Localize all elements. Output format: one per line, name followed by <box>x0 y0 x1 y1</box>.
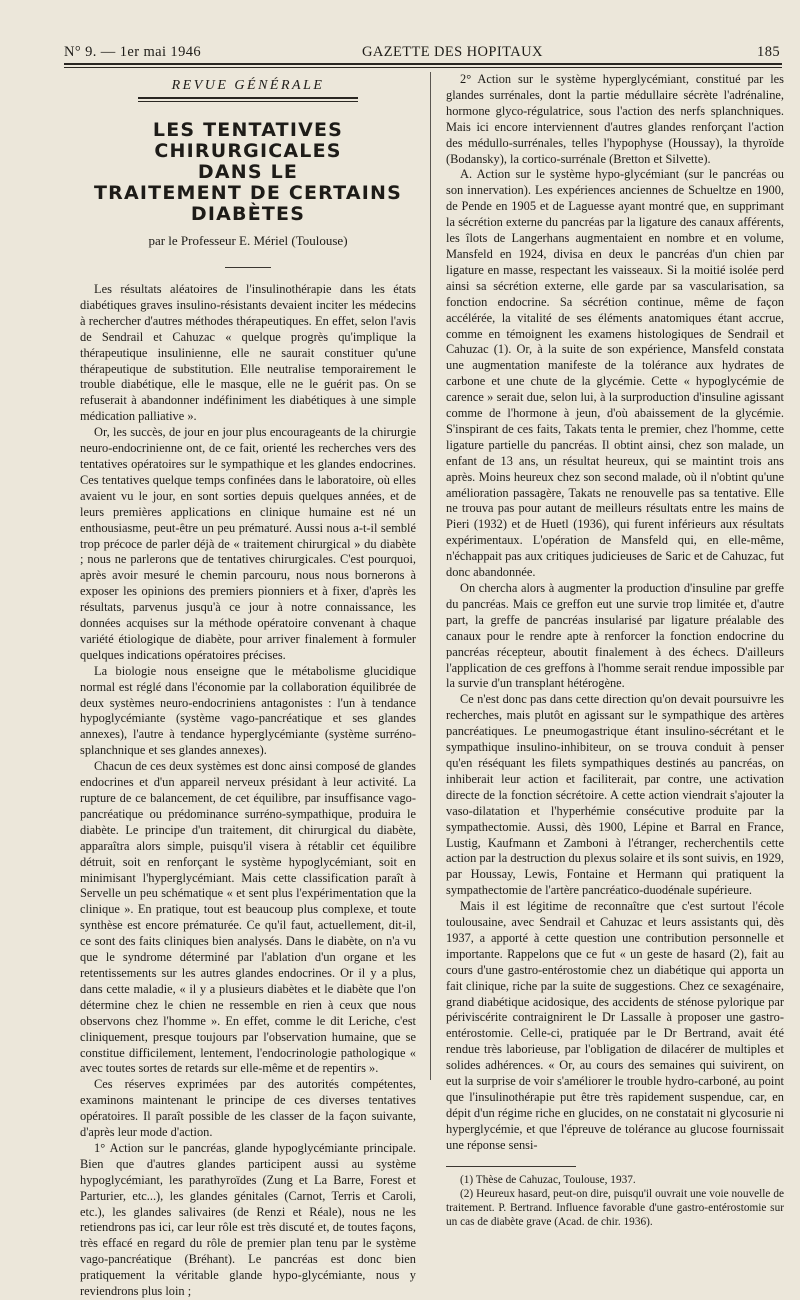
paragraph: 2° Action sur le système hyperglycémiant, constitué par les glandes surrénales, dont la partie médullaire sécrète l'adrénaline, hormone glyco-régulatrice, sous l'action des nerfs splanchniques. Mais ici encore interviennent d'autres glandes renforçant l'action des médullo-surrénales, telles l'hypophyse (Houssay), la thyroïde (Bodansky), la cortico-surrénale (Bretton et Silvette). <box>446 72 784 166</box>
paragraph: Ces réserves exprimées par des autorités compétentes, examinons maintenant le principe de ces diverses tentatives opératoires. Il paraît possible de les classer de la façon suivante, d'après leur mode d'action. <box>80 1077 416 1140</box>
footnote: (1) Thèse de Cahuzac, Toulouse, 1937. <box>460 1173 636 1186</box>
paragraph: 1° Action sur le pancréas, glande hypoglycémiante principale. Bien que d'autres glandes participent aussi au système hypoglycémiant, les parathyroïdes (Zung et La Barre, Forest et Parturier, etc...), les glandes génitales (Carnot, Terris et Caroli, etc.), les glandes salivaires (de Renzi et Réale), nous ne les retiendrons pas ici, car leur rôle est très discuté et, de toutes façons, très effacé en regard du rôle de premier plan tenu par le système vago-pancréatique (Bréhant). Le pancréas est donc bien pratiquement la véritable glande hypo-glycémiante, nous y reviendrons plus loin ; <box>80 1140 416 1299</box>
paragraph: Les résultats aléatoires de l'insulinothérapie dans les états diabétiques graves insulino-résistants devaient inciter les médecins à rechercher d'autres méthodes thérapeutiques. En effet, selon l'avis de Sendrail et Cahuzac « quelque progrès qu'implique la thérapeutique insulinienne, elle ne saurait constituer qu'une thérapeutique de substitution. Elle neutralise temporairement le trouble diabétique, elle le masque, elle ne le guérit pas. On se refuserait à abandonner indéfiniment les diabétiques à une simple médication palliative ». <box>80 282 416 424</box>
footnote: (2) Heureux hasard, peut-on dire, puisqu'il ouvrait une voie nouvelle de traitement. P. Bertrand. Influence favorable d'une gastro-entérostomie sur un cas de diabète grave (Acad. de chir. 1936). <box>446 1187 784 1228</box>
header-rule-thin <box>64 67 782 68</box>
header-rule <box>64 63 782 65</box>
paragraph: Chacun de ces deux systèmes est donc ainsi composé de glandes endocrines et d'un appareil nerveux présidant à leur activité. La rupture de ce balancement, de cet équilibre, par insuffisance vago-pancréatique ou prédominance surréno-sympathique, produira le diabète. Le principe d'un traitement, dit chirurgical du diabète, apparaîtra alors simple, puisqu'il visera à rétablir cet équilibre détruit, soit en renforçant le système hypoglycémiant, soit en minimisant l'hyperglycémiant. Mais cette classification paraît à Servelle un peu schématique « et sent plus l'expérimentation que la clinique ». En pratique, tout est beaucoup plus complexe, et toute synthèse est encore prématurée. Ce qu'il faut, actuellement, dit-il, ce sont des faits cliniques bien analysés. Dans le diabète, on n'a vu que le syndrome déterminé par l'ablation d'un organe et les retentissements sur les autres glandes endocrines. Or il y a plus, dans cette maladie, « il y a plusieurs diabètes et le diabète que l'on détermine chez le chien ne ressemble en rien à ceux que nous observons chez l'homme ». En effet, comme le dit Leriche, c'est cliniquement, presque toujours par l'observation humaine, que se constitue difficilement, lentement, l'endocrinologie pathologique « avec toutes sortes de retards sur elle-même et de repentirs ». <box>80 759 416 1076</box>
journal-name: GAZETTE DES HOPITAUX <box>362 44 543 60</box>
title-line-3: TRAITEMENT DE CERTAINS DIABÈTES <box>94 182 402 225</box>
section-rule <box>138 97 358 99</box>
paragraph: A. Action sur le système hypo-glycémiant (sur le pancréas ou son innervation). Les expériences anciennes de Schueltze en 1900, de Pende en 1905 et de Laguesse ayant montré que, en supprimant la sécrétion externe du pancréas par la ligature des canaux afférents, les îlots de Langerhans augmentaient en nombre et en volume, Mansfeld en 1924, divisa en deux le pancréas d'un chien par ligature en masse, respectant les vaisseaux. Si la moitié isolée perd ainsi sa sécrétion externe, elle garde par sa vascularisation, sa fonction endocrine. Sa sécrétion continue, même de façon accélérée, la vitalité de ses éléments anatomiques étant accrue, comme en témoignent les examens histologiques de Sendrail et Cahuzac (1). Or, à la suite de son expérience, Mansfeld constata une augmentation manifeste de la tolérance aux hydrates de carbone et une chute de la glycémie. Cette « hypoglycémie de carence » serait due, selon lui, à la surproduction d'insuline agissant comme de l'hormone à jeun, d'où abaissement de la glycémie. S'inspirant de ces faits, Takats tenta le premier, chez l'homme, cette ligature partielle du pancréas. Il obtint ainsi, chez son malade, un enfant de 13 ans, un résultat heureux, qui se maintint trois ans après. Moins heureux chez son second malade, où il n'obtint qu'une amélioration passagère, Takats ne renouvelle pas sa tentative. Elle ne trouva pas pour autant de meilleurs résultats entre les mains de Pieri (1932) et de Huetl (1936), qui furent inférieurs aux résultats expérimentaux. L'opération de Mansfeld qui, en elle-même, n'échappait pas aux critiques judicieuses de Saric et de Cahuzac, fut donc abandonnée. <box>446 167 784 580</box>
article-title <box>80 120 416 225</box>
issue-date: N° 9. — 1er mai 1946 <box>64 44 202 60</box>
title-line-2: DANS LE <box>197 161 299 183</box>
section-heading: REVUE GÉNÉRALE <box>171 78 325 93</box>
right-column <box>446 72 784 1229</box>
left-column <box>80 72 416 1300</box>
footnote-rule <box>446 1166 576 1167</box>
title-line-1: LES TENTATIVES CHIRURGICALES <box>152 119 344 162</box>
paragraph: Mais il est légitime de reconnaître que c'est surtout l'école toulousaine, avec Sendrail et Cahuzac et leurs assistants qui, dès 1937, a apporté à cette question une contribution personnelle et importante. Rappelons que ce fut « un geste de hasard (2), fait au cours d'une gastro-entérostomie chez un diabétique qui apporta un fait clinique, riche par la suite de suggestions. Chez ce sexagénaire, grand diabétique acidosique, des accidents de sténose pylorique par périviscérite contraignirent le Dr Lassalle à proposer une gastro-entérostomie. Celle-ci, pratiquée par le Dr Bertrand, avait été rendue très laborieuse, par l'obligation de dilacérer de multiples et solides adhérences. « Or, au cours des semaines qui suivirent, on eut la surprise de voir s'améliorer le trouble hydro-carboné, au point que l'insulinothérapie put être très rapidement suspendue, car, en dépit d'un régime riche en glucides, on ne constatait ni glycosurie ni hyperglycémie, et que l'épreuve de tolérance au glucose fournissait une réponse sensi- <box>446 899 784 1152</box>
paragraph: La biologie nous enseigne que le métabolisme glucidique normal est réglé dans l'économie par la collaboration équilibrée de deux systèmes neuro-endocriniens antagonistes : l'un à tendance hypoglycémiante (système vago-pancréatique et ses glandes annexes), l'autre à tendance hyperglycémiante (système surréno-splanchnique et ses glandes annexes). <box>80 663 416 758</box>
column-divider <box>430 72 431 1080</box>
author-byline: par le Professeur E. Mériel (Toulouse) <box>148 233 348 248</box>
section-rule-thin <box>138 101 358 102</box>
paragraph: Ce n'est donc pas dans cette direction qu'on devait poursuivre les recherches, mais plutôt en agissant sur le sympathique des artères pancréatiques. Le pneumogastrique étant insulino-sécrétant et le sympathique insulino-inhibiteur, on se trouva conduit à penser qu'en réséquant les filets sympathiques destinés au pancréas, on inhiberait leur action et faciliterait, par contre, une activation directe de la fonction sécrétoire. A cette action viendrait s'ajouter la vaso-dilatation et l'hyperhémie consécutive produite par la sympathectomie. Aussi, dès 1900, Lépine et Barral en France, Lustig, Kaufmann et Zamboni à l'étranger, recherchentils cette action par la destruction du plexus solaire et ils sont suivis, en 1929, par Houssay, Lewis, Fontaine et Hermann qui pratiquent la sympathectomie de l'artère pancréatico-duodénale supérieure. <box>446 692 784 898</box>
title-separator <box>225 267 271 268</box>
page-number: 185 <box>757 44 780 60</box>
running-header <box>64 44 780 64</box>
paragraph: Or, les succès, de jour en jour plus encourageants de la chirurgie neuro-endocrinienne ont, de ce fait, orienté les recherches vers des tentatives opératoires sur le sympathique et les glandes endocrines. Ces tentatives quelque temps confinées dans le laboratoire, où elles avaient vu le jour, en sont sorties depuis quelques années, et de leurs premières applications en clinique humaine est né un enthousiasme, peut-être un peu prématuré. Aussi nous a-t-il semblé trop précoce de parler déjà de « traitement chirurgical » du diabète ; nous ne parlerons que de tentatives chirurgicales. C'est pourquoi, après avoir mesuré le chemin parcouru, nous nous bornerons à exposer les opinions des premiers pionniers et à fixer, d'après les résultats, parvenus jusqu'à ce jour à notre connaissance, les données acquises sur la méthode opératoire convenant à chaque variété étiologique de diabète, pour arriver finalement à formuler quelques indications opératoires précises. <box>80 425 416 662</box>
paragraph: On chercha alors à augmenter la production d'insuline par greffe du pancréas. Mais ce greffon eut une survie trop limitée et, d'autre part, la greffe de pancréas insularisé par ligature préalable des canaux pour le rendre apte à renforcer la fonction endocrine du pancréas récepteur, aboutit finalement à des échecs. D'ailleurs l'application de ces greffons à l'homme serait rendue impossible par la survie d'un transplant hétérogène. <box>446 581 784 691</box>
